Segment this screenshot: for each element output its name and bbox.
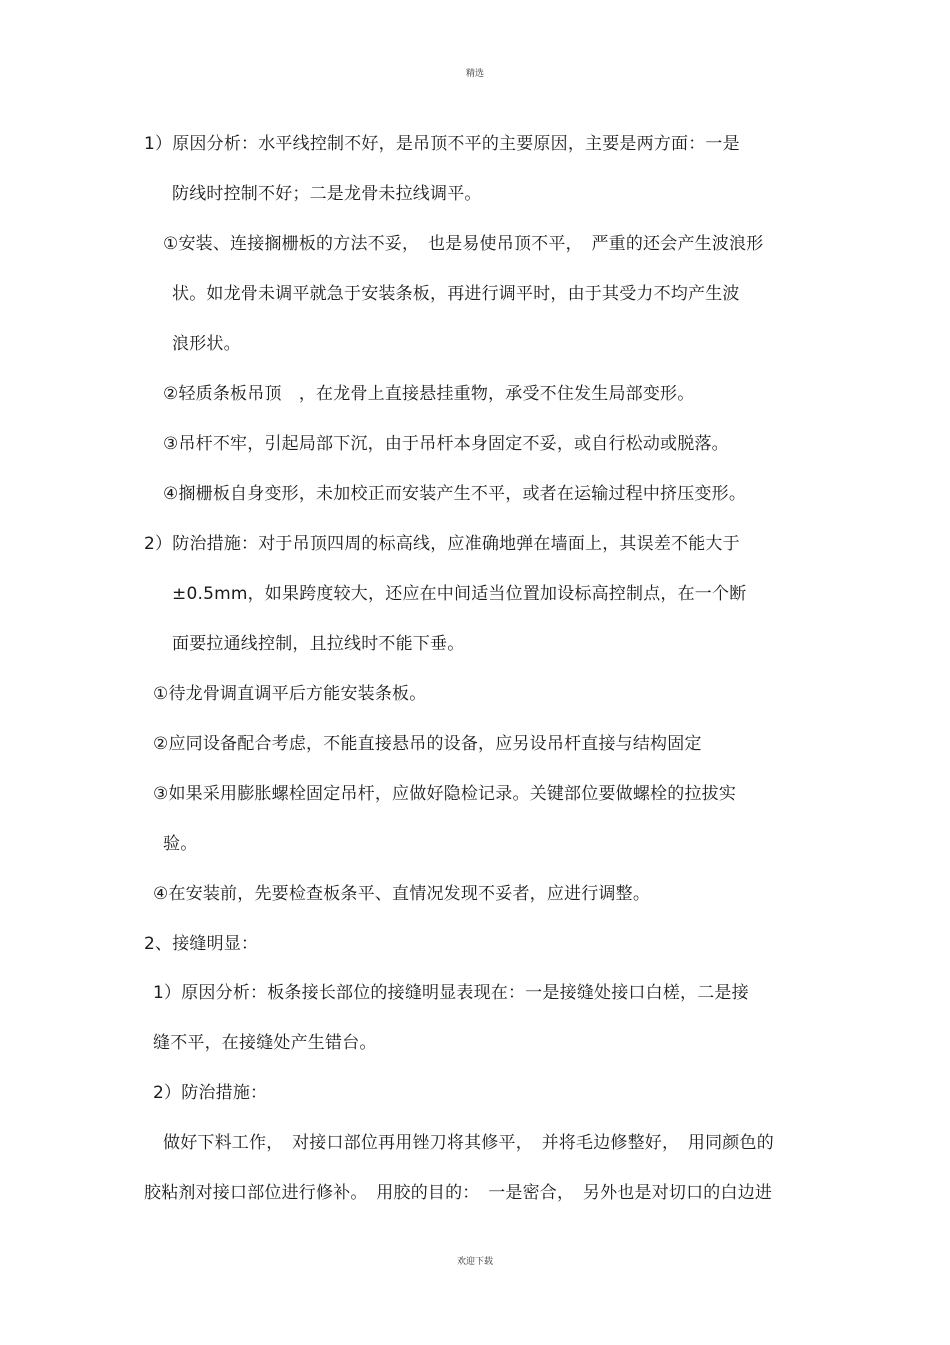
text-line: ③如果采用膨胀螺栓固定吊杆，应做好隐检记录。关键部位要做螺栓的拉拔实 <box>153 784 737 804</box>
page-header: 精选 <box>465 69 484 79</box>
text-line: 浪形状。 <box>172 334 241 354</box>
text-line: 1）原因分析：水平线控制不好，是吊顶不平的主要原因，主要是两方面：一是 <box>144 134 740 154</box>
text-line: ±0.5mm，如果跨度较大，还应在中间适当位置加设标高控制点，在一个断 <box>172 584 747 604</box>
text-line: 2）防治措施： <box>153 1083 268 1103</box>
text-line: 防线时控制不好；二是龙骨未拉线调平。 <box>172 184 482 204</box>
text-line: 2）防治措施：对于吊顶四周的标高线，应准确地弹在墙面上，其误差不能大于 <box>144 534 740 554</box>
text-line: 1）原因分析：板条接长部位的接缝明显表现在：一是接缝处接口白槎，二是接 <box>153 983 749 1003</box>
text-line: 状。如龙骨未调平就急于安装条板，再进行调平时，由于其受力不均产生波 <box>172 284 740 304</box>
text-line: ①安装、连接搁栅板的方法不妥， 也是易使吊顶不平， 严重的还会产生波浪形 <box>163 234 764 254</box>
text-line: 做好下料工作， 对接口部位再用锉刀将其修平， 并将毛边修整好， 用同颜色的 <box>163 1133 774 1153</box>
page-footer: 欢迎下载 <box>456 1257 493 1267</box>
text-line: 面要拉通线控制，且拉线时不能下垂。 <box>172 634 465 654</box>
text-line: ④在安装前，先要检查板条平、直情况发现不妥者，应进行调整。 <box>153 884 651 904</box>
text-line: ②轻质条板吊顶 ，在龙骨上直接悬挂重物，承受不住发生局部变形。 <box>163 384 695 404</box>
text-line: ②应同设备配合考虑，不能直接悬吊的设备，应另设吊杆直接与结构固定 <box>153 734 702 754</box>
text-line: ④搁栅板自身变形，未加校正而安装产生不平，或者在运输过程中挤压变形。 <box>163 484 747 504</box>
text-line: 胶粘剂对接口部位进行修补。 用胶的目的： 一是密合， 另外也是对切口的白边进 <box>144 1183 773 1203</box>
text-line: 缝不平，在接缝处产生错台。 <box>153 1033 377 1053</box>
text-line: ①待龙骨调直调平后方能安装条板。 <box>153 684 427 704</box>
text-line: 验。 <box>163 834 198 854</box>
text-line: ③吊杆不牢，引起局部下沉，由于吊杆本身固定不妥，或自行松动或脱落。 <box>163 434 729 454</box>
section-heading: 2、接缝明显： <box>144 934 259 954</box>
